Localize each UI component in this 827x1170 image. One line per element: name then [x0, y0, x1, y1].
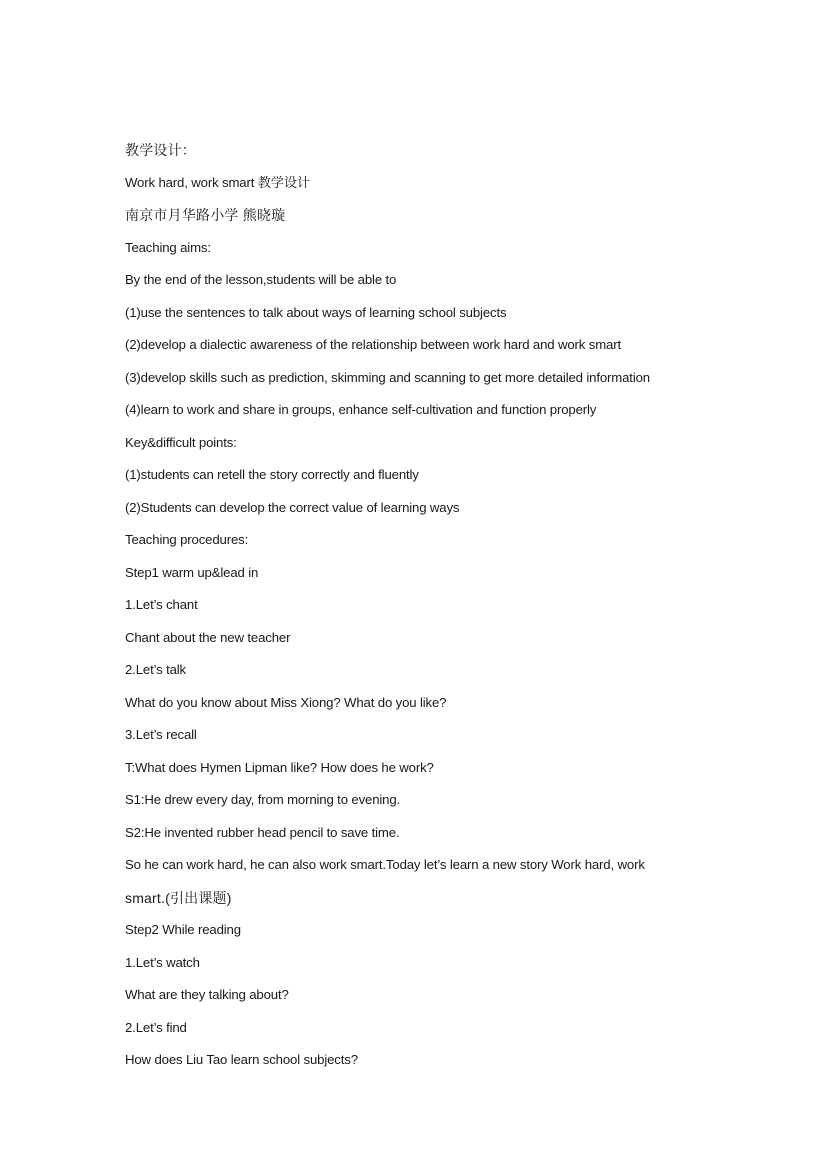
- step2-activity-2-text: How does Liu Tao learn school subjects?: [125, 1052, 358, 1067]
- step1-heading: Step1 warm up&lead in: [125, 564, 259, 580]
- step2-heading: Step2 While reading: [125, 922, 241, 937]
- step1-activity-3: 3.Let’s recall: [125, 727, 197, 742]
- section-heading-teaching-aims: Teaching aims:: [125, 239, 211, 255]
- aim-item-3: (3)develop skills such as prediction, skimming and scanning to get more detailed information: [125, 369, 650, 385]
- step2-activity-2: 2.Let’s find: [125, 1019, 187, 1035]
- aim-item-2: (2)develop a dialectic awareness of the relationship between work hard and work smart: [125, 337, 621, 352]
- dialogue-teacher: T:What does Hymen Lipman like? How does he work?: [125, 759, 434, 775]
- summary-text-continued: smart.(引出课题): [125, 889, 232, 906]
- document-body: [125, 138, 725, 1081]
- section-heading-key-points: Key&difficult points:: [125, 434, 237, 450]
- summary-text: So he can work hard, he can also work smart.Today let’s learn a new story Work hard, work: [125, 857, 645, 872]
- key-point-1: (1)students can retell the story correctly and fluently: [125, 467, 419, 482]
- aim-item-4: (4)learn to work and share in groups, enhance self-cultivation and function properly: [125, 402, 597, 417]
- key-point-2: (2)Students can develop the correct value of learning ways: [125, 499, 460, 515]
- step1-activity-1: 1.Let’s chant: [125, 597, 198, 612]
- aims-intro: By the end of the lesson,students will be able to: [125, 272, 397, 287]
- author-line: 南京市月华路小学 熊晓璇: [125, 207, 286, 223]
- section-heading-procedures: Teaching procedures:: [125, 532, 249, 547]
- step2-activity-1-text: What are they talking about?: [125, 987, 289, 1002]
- step1-activity-1-text: Chant about the new teacher: [125, 629, 291, 645]
- step2-activity-1: 1.Let’s watch: [125, 954, 200, 970]
- doc-heading-label: 教学设计：: [125, 142, 196, 158]
- step1-activity-2-text: What do you know about Miss Xiong? What do you like?: [125, 694, 447, 710]
- step1-activity-2: 2.Let’s talk: [125, 662, 187, 677]
- lesson-title: Work hard, work smart 教学设计: [125, 174, 310, 190]
- dialogue-student-2: S2:He invented rubber head pencil to save time.: [125, 824, 400, 840]
- dialogue-student-1: S1:He drew every day, from morning to evening.: [125, 792, 401, 807]
- aim-item-1: (1)use the sentences to talk about ways of learning school subjects: [125, 304, 507, 320]
